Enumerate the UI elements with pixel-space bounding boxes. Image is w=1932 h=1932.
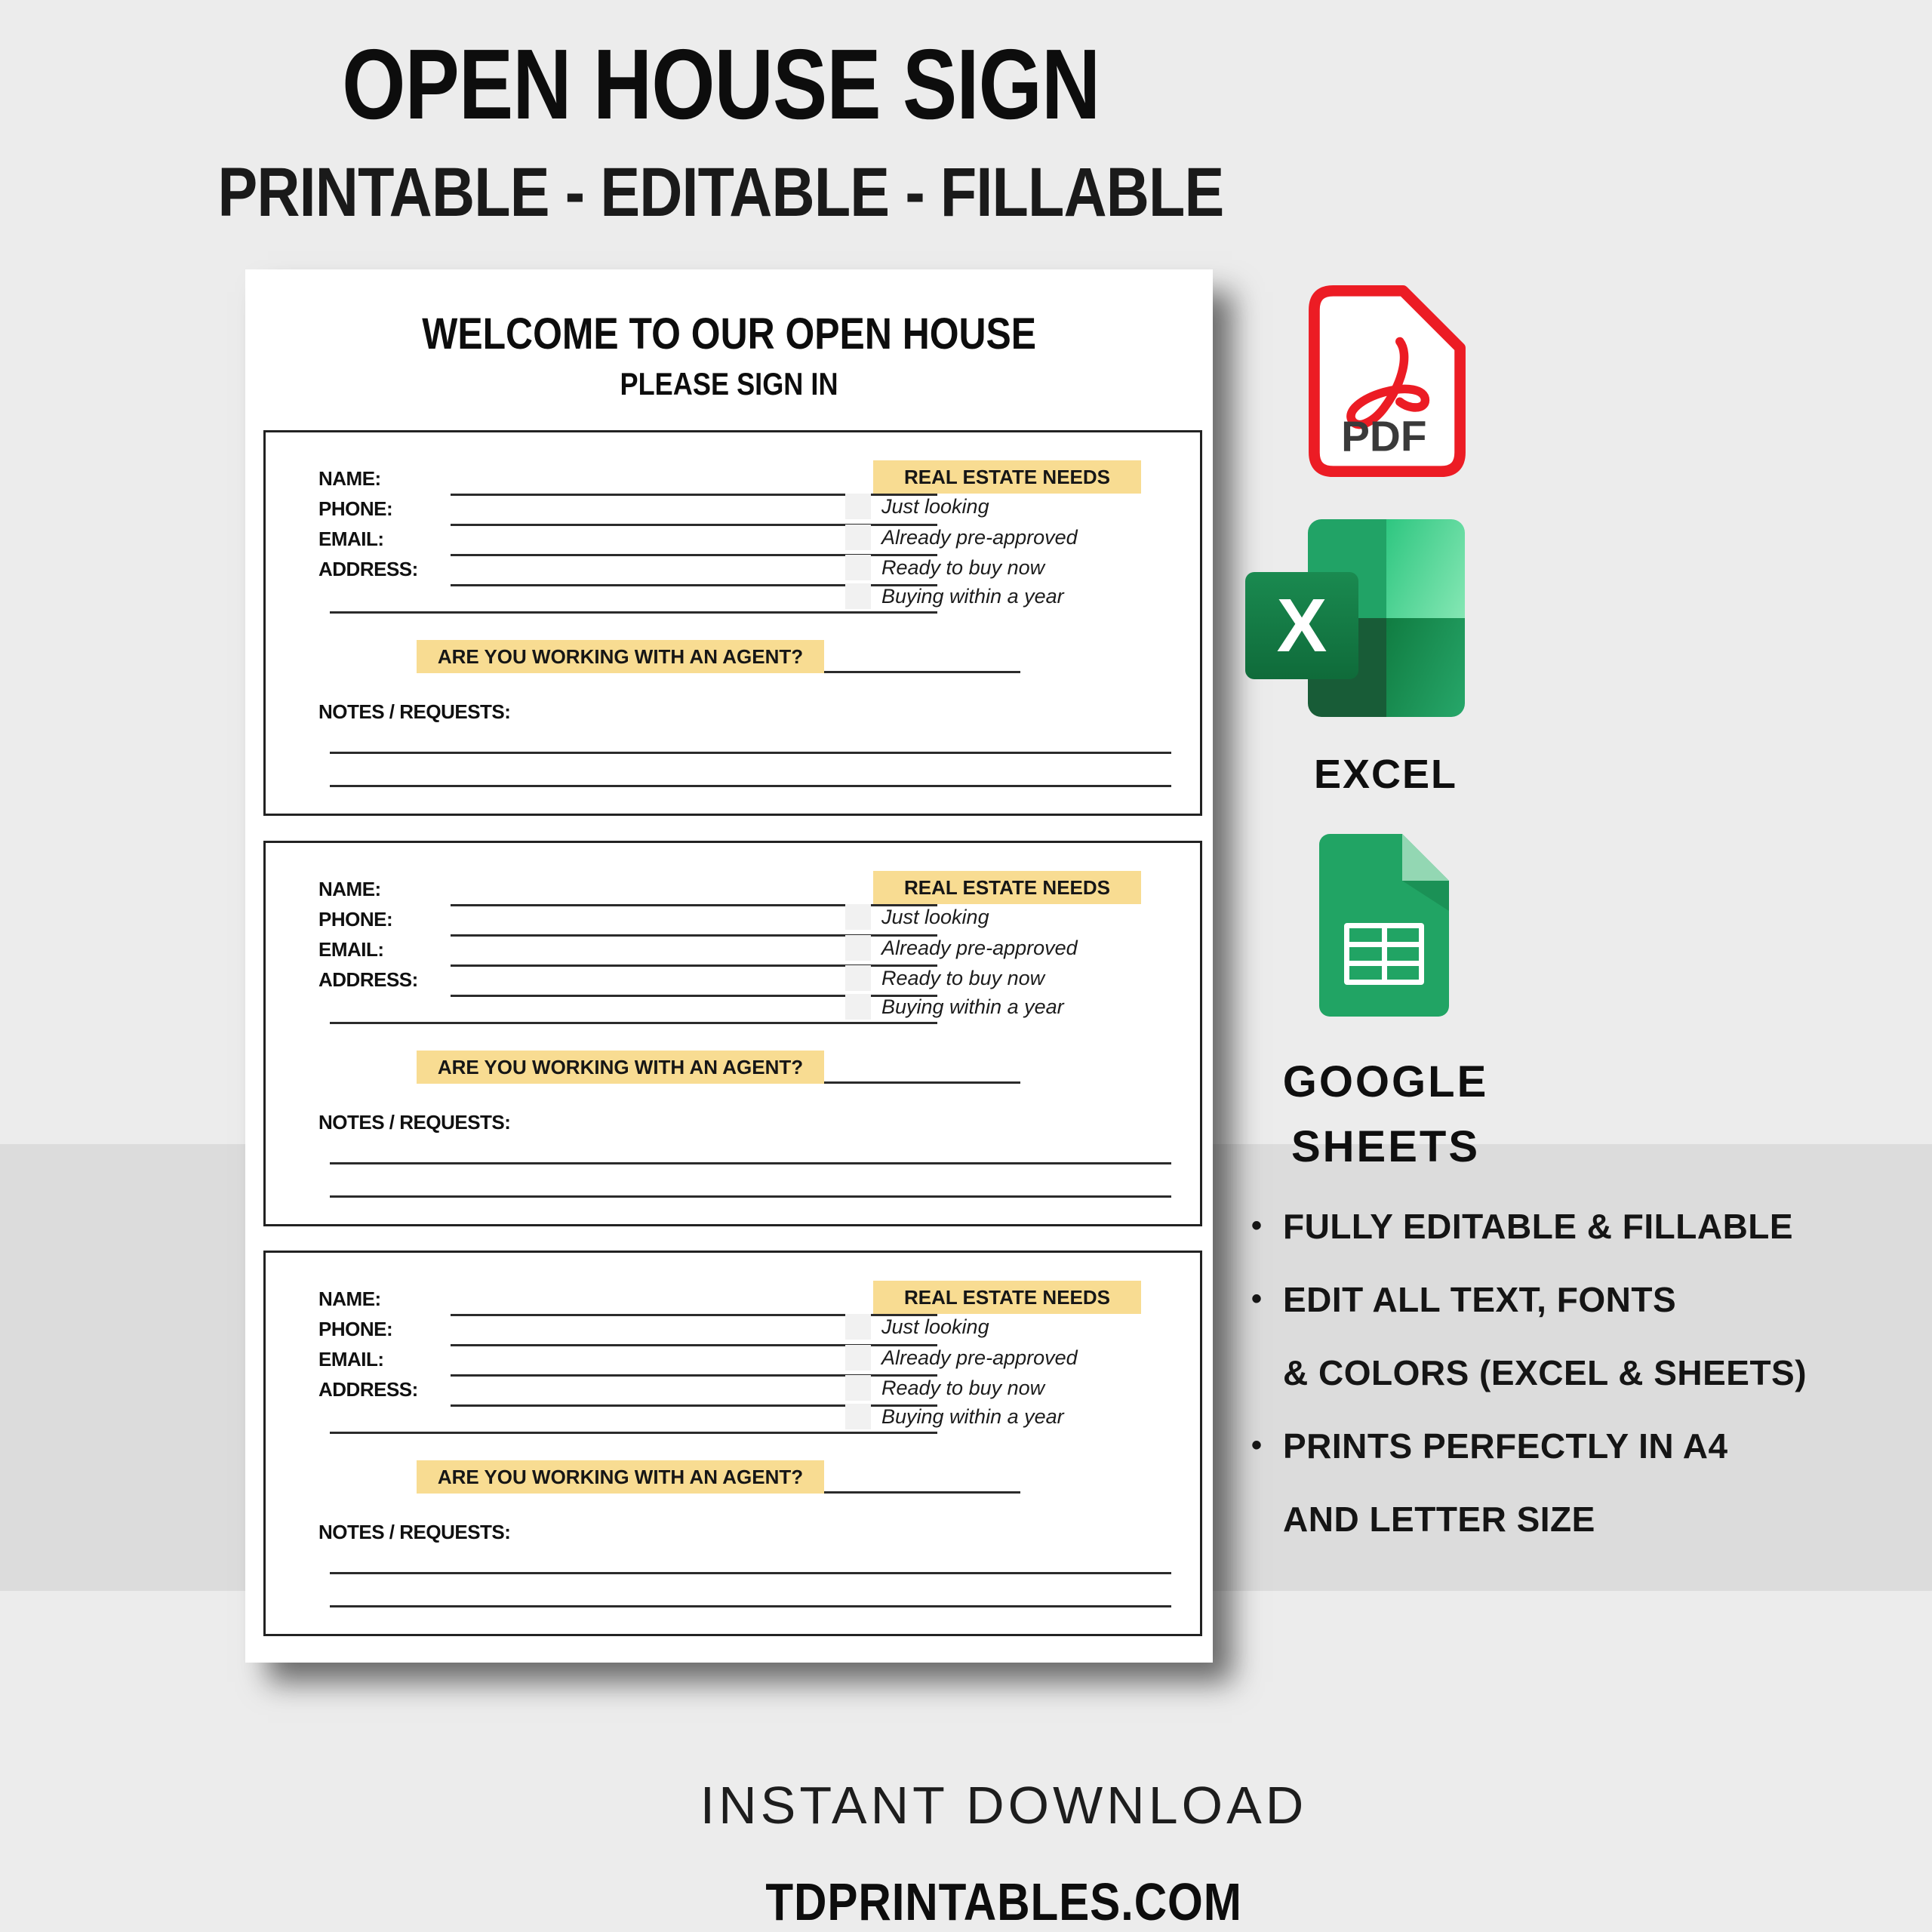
checkbox[interactable] [845, 965, 871, 991]
agent-question-banner: ARE YOU WORKING WITH AN AGENT? [417, 1460, 824, 1494]
notes-line [330, 1195, 1171, 1198]
phone-label: PHONE: [318, 497, 393, 520]
name-label: NAME: [318, 467, 381, 490]
address-extra-line [330, 1022, 937, 1024]
option-buying-within-year: Buying within a year [845, 993, 1064, 1020]
email-label: EMAIL: [318, 528, 384, 550]
notes-line [330, 785, 1171, 787]
feature-item: • FULLY EDITABLE & FILLABLE [1251, 1206, 1794, 1246]
notes-label: NOTES / REQUESTS: [318, 700, 511, 723]
notes-line [330, 752, 1171, 754]
checkbox[interactable] [845, 1314, 871, 1340]
google-sheets-label-line1: GOOGLE [1282, 1057, 1489, 1106]
real-estate-needs-header: REAL ESTATE NEEDS [873, 871, 1141, 904]
notes-label: NOTES / REQUESTS: [318, 1111, 511, 1134]
option-buying-within-year: Buying within a year [845, 583, 1064, 610]
sign-in-sheet-preview [245, 269, 1213, 1663]
feature-list [1251, 1189, 1900, 1555]
notes-line [330, 1605, 1171, 1607]
checkbox[interactable] [845, 994, 871, 1020]
checkbox[interactable] [845, 1345, 871, 1371]
option-ready-to-buy: Ready to buy now [845, 554, 1044, 581]
excel-label: EXCEL [1313, 752, 1458, 797]
checkbox[interactable] [845, 1404, 871, 1429]
page-subtitle: PRINTABLE - EDITABLE - FILLABLE [217, 154, 1224, 231]
feature-item: • PRINTS PERFECTLY IN A4 [1251, 1426, 1728, 1466]
notes-line [330, 1162, 1171, 1164]
feature-item-continuation: AND LETTER SIZE [1283, 1499, 1595, 1539]
entry-block [263, 841, 1202, 1226]
bullet-icon: • [1251, 1209, 1263, 1242]
checkbox[interactable] [845, 904, 871, 930]
address-extra-line [330, 1432, 937, 1434]
phone-label: PHONE: [318, 908, 393, 931]
notes-label: NOTES / REQUESTS: [318, 1521, 511, 1543]
checkbox[interactable] [845, 935, 871, 961]
email-label: EMAIL: [318, 1348, 384, 1371]
checkbox[interactable] [845, 494, 871, 519]
real-estate-needs-header: REAL ESTATE NEEDS [873, 1281, 1141, 1314]
checkbox[interactable] [845, 583, 871, 609]
agent-question-banner: ARE YOU WORKING WITH AN AGENT? [417, 640, 824, 673]
name-label: NAME: [318, 1287, 381, 1310]
option-buying-within-year: Buying within a year [845, 1403, 1064, 1430]
option-pre-approved: Already pre-approved [845, 1344, 1078, 1371]
checkbox[interactable] [845, 1375, 871, 1401]
address-label: ADDRESS: [318, 1378, 418, 1401]
bullet-icon: • [1251, 1282, 1263, 1315]
agent-question-banner: ARE YOU WORKING WITH AN AGENT? [417, 1051, 824, 1084]
feature-item: • EDIT ALL TEXT, FONTS [1251, 1279, 1677, 1319]
address-extra-line [330, 611, 937, 614]
google-sheets-label-line2: SHEETS [1291, 1122, 1481, 1171]
option-just-looking: Just looking [845, 903, 989, 931]
option-just-looking: Just looking [845, 1313, 989, 1340]
pdf-label: PDF [1341, 413, 1427, 461]
google-sheets-icon [1319, 834, 1449, 1017]
sheet-welcome-heading: WELCOME TO OUR OPEN HOUSE [422, 309, 1036, 358]
address-label: ADDRESS: [318, 558, 418, 580]
checkbox[interactable] [845, 555, 871, 580]
website-text: TDPRINTABLES.COM [765, 1872, 1242, 1931]
excel-icon [1245, 519, 1466, 720]
option-pre-approved: Already pre-approved [845, 524, 1078, 551]
agent-answer-line [824, 671, 1020, 673]
entry-block [263, 1251, 1202, 1636]
address-label: ADDRESS: [318, 968, 418, 991]
excel-x-square: X [1245, 572, 1358, 679]
option-pre-approved: Already pre-approved [845, 934, 1078, 961]
option-ready-to-buy: Ready to buy now [845, 1374, 1044, 1401]
notes-line [330, 1572, 1171, 1574]
real-estate-needs-header: REAL ESTATE NEEDS [873, 460, 1141, 494]
name-label: NAME: [318, 878, 381, 900]
page-title: OPEN HOUSE SIGN [341, 29, 1100, 140]
sheet-signin-heading: PLEASE SIGN IN [620, 366, 838, 401]
bullet-icon: • [1251, 1429, 1263, 1462]
pdf-icon [1308, 283, 1466, 479]
header [0, 0, 1441, 232]
agent-answer-line [824, 1491, 1020, 1494]
feature-item-continuation: & COLORS (EXCEL & SHEETS) [1283, 1352, 1807, 1392]
instant-download-text: INSTANT DOWNLOAD [700, 1776, 1308, 1835]
phone-label: PHONE: [318, 1318, 393, 1340]
spreadsheet-grid-glyph [1344, 923, 1424, 985]
folded-corner [1402, 834, 1449, 881]
entry-block [263, 430, 1202, 816]
agent-answer-line [824, 1081, 1020, 1084]
checkbox[interactable] [845, 525, 871, 550]
option-just-looking: Just looking [845, 493, 989, 520]
email-label: EMAIL: [318, 938, 384, 961]
option-ready-to-buy: Ready to buy now [845, 964, 1044, 992]
